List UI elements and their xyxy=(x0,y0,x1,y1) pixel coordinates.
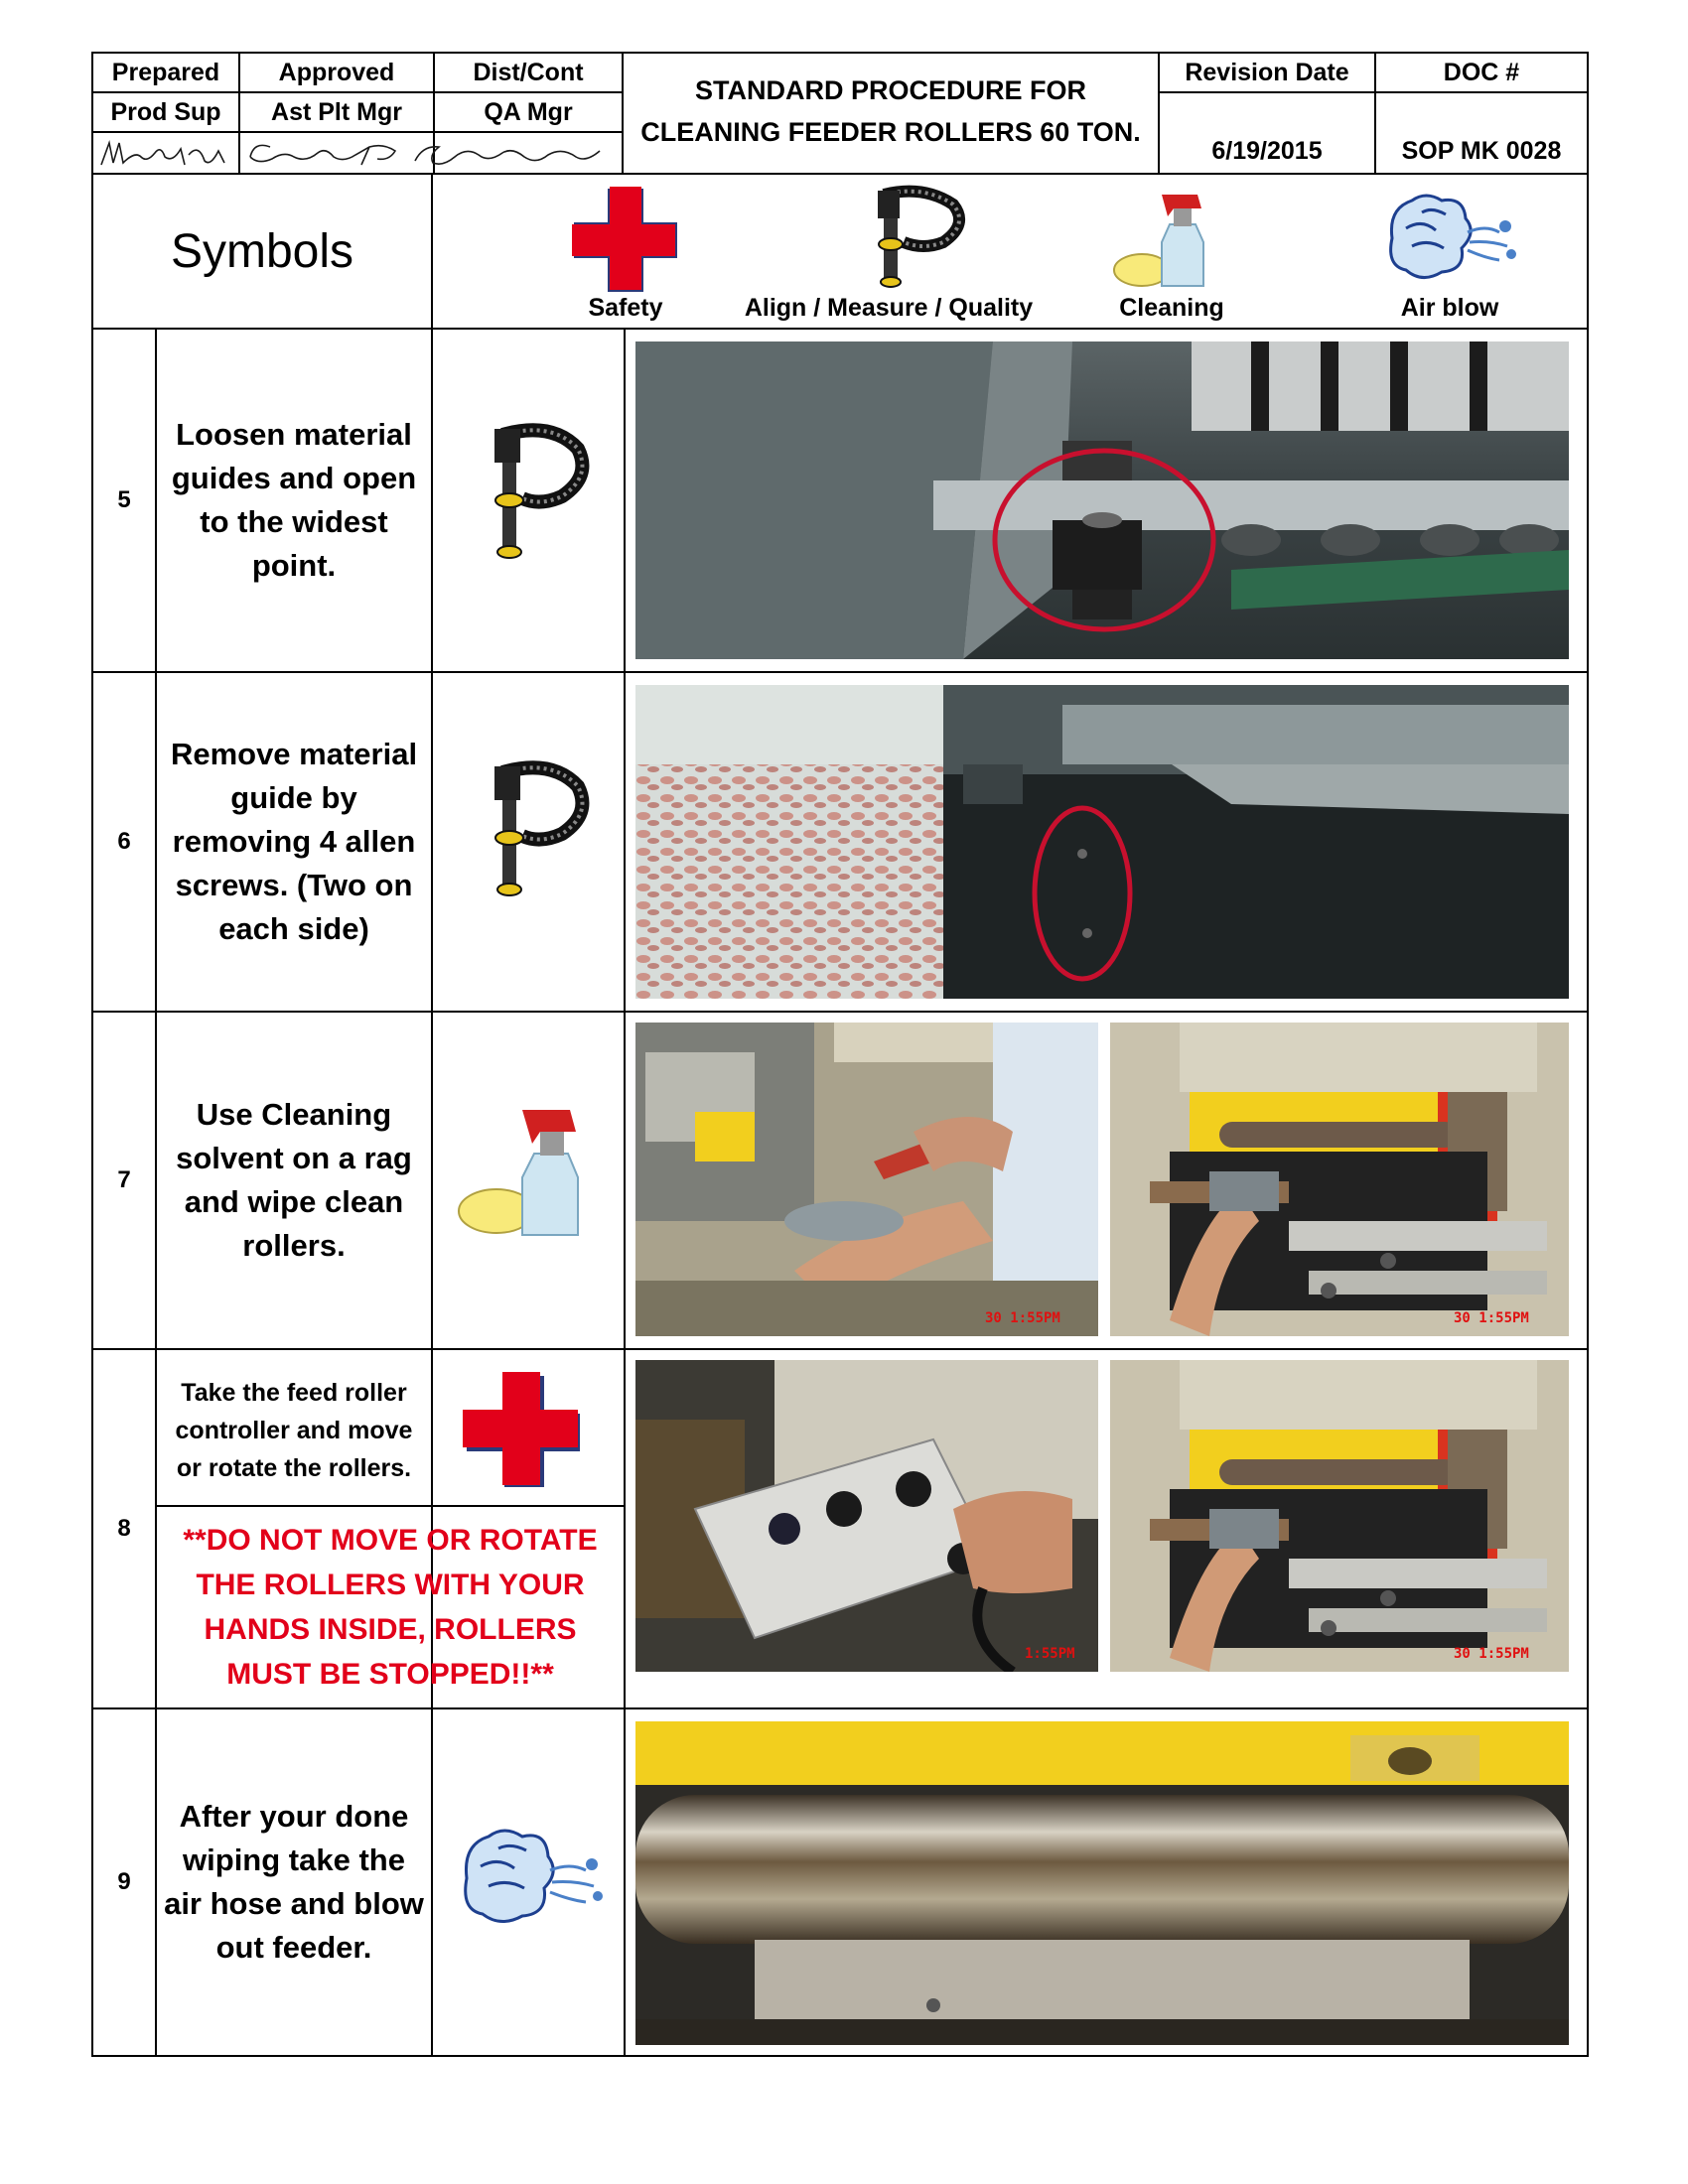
calipers-icon xyxy=(483,421,590,570)
step-photo-spray-rag xyxy=(635,1023,1098,1336)
document-title xyxy=(624,68,1158,155)
approved-label: Approved xyxy=(278,58,395,86)
step-number: 7 xyxy=(117,1166,131,1193)
step-instruction: Take the feed roller controller and move or rotate the rollers. xyxy=(175,1379,413,1482)
step-photo-allen-screws xyxy=(635,685,1569,999)
dist-cont-label: Dist/Cont xyxy=(473,58,584,86)
photo-timestamp: 30 1:55PM xyxy=(1454,1310,1529,1326)
revision-date-value: 6/19/2015 xyxy=(1211,136,1323,165)
step-number: 6 xyxy=(117,828,131,855)
safety-warning: **DO NOT MOVE OR ROTATE THE ROLLERS WITH YOUR HANDS INSIDE, ROLLERS MUST BE STOPPED!!** xyxy=(183,1524,598,1691)
signatures xyxy=(95,133,622,173)
red-cross-icon xyxy=(570,185,681,296)
step-instruction: Use Cleaning solvent on a rag and wipe clean rollers. xyxy=(176,1097,412,1263)
symbol-label-air-blow: Air blow xyxy=(1400,293,1499,322)
spray-bottle-icon xyxy=(457,1102,600,1241)
title-line-1: STANDARD PROCEDURE FOR xyxy=(694,75,1086,105)
step-instruction: Loosen material guides and open to the widest point. xyxy=(171,417,417,583)
doc-number-value: SOP MK 0028 xyxy=(1401,136,1562,165)
photo-timestamp: 30 1:55PM xyxy=(985,1310,1060,1326)
doc-number-label: DOC # xyxy=(1443,58,1520,86)
title-line-2: CLEANING FEEDER ROLLERS 60 TON. xyxy=(640,117,1141,147)
photo-timestamp: 30 1:55PM xyxy=(1454,1646,1529,1662)
approved-role: Ast Plt Mgr xyxy=(271,97,402,126)
step-instruction: Remove material guide by removing 4 allen screws. (Two on each side) xyxy=(170,737,418,946)
step-instruction: After your done wiping take the air hose and blow out feeder. xyxy=(164,1799,424,1965)
prepared-label: Prepared xyxy=(111,58,220,86)
step-photo-wipe-roller-repeat xyxy=(1110,1360,1569,1672)
step-number: 5 xyxy=(117,486,131,513)
revision-date-label: Revision Date xyxy=(1185,58,1349,86)
symbol-label-cleaning: Cleaning xyxy=(1119,293,1224,322)
photo-timestamp: 1:55PM xyxy=(1025,1646,1075,1662)
calipers-icon xyxy=(483,758,590,907)
symbol-label-align: Align / Measure / Quality xyxy=(744,293,1034,322)
step-photo-feeder-roller xyxy=(635,1721,1569,2045)
dist-role: QA Mgr xyxy=(484,97,573,126)
air-blow-icon xyxy=(457,1823,606,1932)
step-number: 8 xyxy=(117,1515,131,1542)
prepared-role: Prod Sup xyxy=(110,97,221,126)
step-number: 9 xyxy=(117,1868,131,1895)
air-blow-icon xyxy=(1382,189,1521,288)
symbol-label-safety: Safety xyxy=(588,293,663,322)
symbols-heading: Symbols xyxy=(170,224,354,278)
red-cross-icon xyxy=(461,1370,584,1487)
step-photo-controller xyxy=(635,1360,1098,1672)
spray-bottle-icon xyxy=(1112,187,1221,290)
step-photo-feeder-guides xyxy=(635,341,1569,659)
calipers-icon xyxy=(864,185,971,296)
step-photo-wipe-roller xyxy=(1110,1023,1569,1336)
